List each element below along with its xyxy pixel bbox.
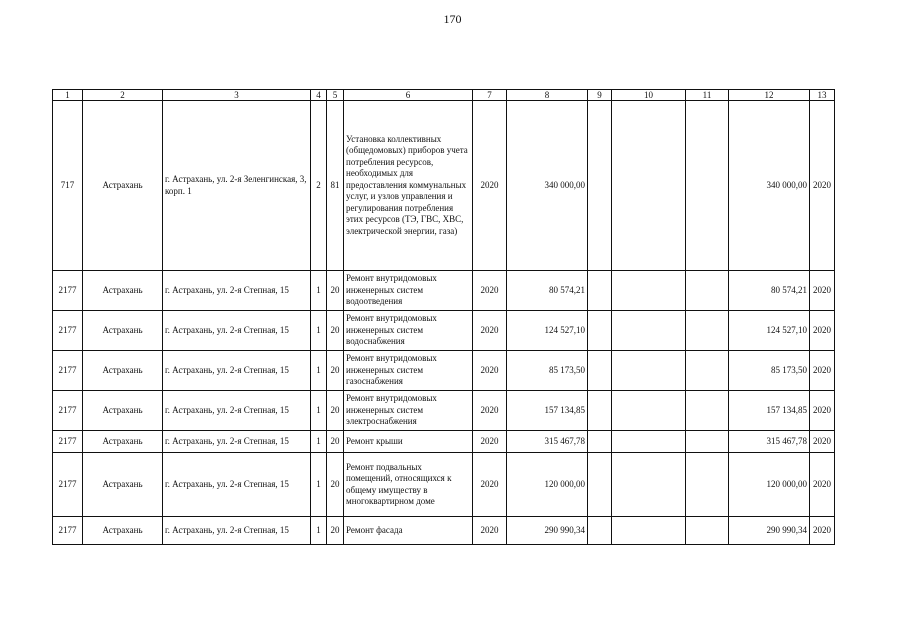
end-year-cell: 2020 xyxy=(810,517,835,545)
year-cell: 2020 xyxy=(473,351,507,391)
col10-cell xyxy=(612,271,686,311)
col-header-3: 3 xyxy=(163,90,311,101)
work-type-cell: Ремонт подвальных помещений, относящихся к общему имуществу в многоквартирном доме xyxy=(344,453,473,517)
col4-cell: 1 xyxy=(311,311,327,351)
col4-cell: 1 xyxy=(311,391,327,431)
city-cell: Астрахань xyxy=(83,101,163,271)
col10-cell xyxy=(612,453,686,517)
col5-cell: 20 xyxy=(327,391,344,431)
end-year-cell: 2020 xyxy=(810,101,835,271)
col-header-2: 2 xyxy=(83,90,163,101)
total-cost-cell: 120 000,00 xyxy=(729,453,810,517)
cost-cell: 157 134,85 xyxy=(507,391,588,431)
total-cost-cell: 340 000,00 xyxy=(729,101,810,271)
col-header-8: 8 xyxy=(507,90,588,101)
address-cell: г. Астрахань, ул. 2-я Степная, 15 xyxy=(163,453,311,517)
col-header-7: 7 xyxy=(473,90,507,101)
year-cell: 2020 xyxy=(473,311,507,351)
header-row xyxy=(53,90,835,101)
col5-cell: 20 xyxy=(327,351,344,391)
table-row xyxy=(53,517,835,545)
cost-cell: 340 000,00 xyxy=(507,101,588,271)
col-header-4: 4 xyxy=(311,90,327,101)
city-cell: Астрахань xyxy=(83,453,163,517)
col11-cell xyxy=(686,351,729,391)
row-number-cell: 2177 xyxy=(53,351,83,391)
cost-cell: 315 467,78 xyxy=(507,431,588,453)
col11-cell xyxy=(686,311,729,351)
col10-cell xyxy=(612,101,686,271)
col5-cell: 20 xyxy=(327,517,344,545)
address-cell: г. Астрахань, ул. 2-я Зеленгинская, 3, корп. 1 xyxy=(163,101,311,271)
year-cell: 2020 xyxy=(473,391,507,431)
total-cost-cell: 157 134,85 xyxy=(729,391,810,431)
total-cost-cell: 290 990,34 xyxy=(729,517,810,545)
work-type-cell: Ремонт внутридомовых инженерных систем водоотведения xyxy=(344,271,473,311)
end-year-cell: 2020 xyxy=(810,311,835,351)
table-row xyxy=(53,271,835,311)
work-type-cell: Установка коллективных (общедомовых) приборов учета потребления ресурсов, необходимых для предоставления коммунальных услуг, и узлов управления и регулирования потребления этих ресурсов (ТЭ, ГВС, ХВС, электрической энергии, газа) xyxy=(344,101,473,271)
row-number-cell: 2177 xyxy=(53,517,83,545)
col9-cell xyxy=(588,271,612,311)
col11-cell xyxy=(686,101,729,271)
col5-cell: 20 xyxy=(327,453,344,517)
table-row xyxy=(53,453,835,517)
col9-cell xyxy=(588,351,612,391)
col10-cell xyxy=(612,311,686,351)
end-year-cell: 2020 xyxy=(810,271,835,311)
row-number-cell: 2177 xyxy=(53,311,83,351)
col-header-9: 9 xyxy=(588,90,612,101)
table-row xyxy=(53,351,835,391)
cost-cell: 120 000,00 xyxy=(507,453,588,517)
year-cell: 2020 xyxy=(473,517,507,545)
col10-cell xyxy=(612,351,686,391)
year-cell: 2020 xyxy=(473,453,507,517)
end-year-cell: 2020 xyxy=(810,453,835,517)
city-cell: Астрахань xyxy=(83,431,163,453)
col4-cell: 1 xyxy=(311,431,327,453)
table-row xyxy=(53,431,835,453)
address-cell: г. Астрахань, ул. 2-я Степная, 15 xyxy=(163,517,311,545)
row-number-cell: 2177 xyxy=(53,391,83,431)
end-year-cell: 2020 xyxy=(810,391,835,431)
total-cost-cell: 124 527,10 xyxy=(729,311,810,351)
address-cell: г. Астрахань, ул. 2-я Степная, 15 xyxy=(163,271,311,311)
col4-cell: 2 xyxy=(311,101,327,271)
col11-cell xyxy=(686,431,729,453)
col9-cell xyxy=(588,453,612,517)
col11-cell xyxy=(686,271,729,311)
city-cell: Астрахань xyxy=(83,311,163,351)
row-number-cell: 2177 xyxy=(53,271,83,311)
work-type-cell: Ремонт внутридомовых инженерных систем водоснабжения xyxy=(344,311,473,351)
cost-cell: 290 990,34 xyxy=(507,517,588,545)
cost-cell: 80 574,21 xyxy=(507,271,588,311)
col5-cell: 20 xyxy=(327,311,344,351)
col-header-1: 1 xyxy=(53,90,83,101)
cost-cell: 85 173,50 xyxy=(507,351,588,391)
col9-cell xyxy=(588,431,612,453)
col10-cell xyxy=(612,517,686,545)
col9-cell xyxy=(588,311,612,351)
total-cost-cell: 315 467,78 xyxy=(729,431,810,453)
register-table xyxy=(52,89,835,545)
col11-cell xyxy=(686,517,729,545)
address-cell: г. Астрахань, ул. 2-я Степная, 15 xyxy=(163,351,311,391)
table-row xyxy=(53,391,835,431)
city-cell: Астрахань xyxy=(83,271,163,311)
col4-cell: 1 xyxy=(311,271,327,311)
year-cell: 2020 xyxy=(473,101,507,271)
col11-cell xyxy=(686,391,729,431)
row-number-cell: 2177 xyxy=(53,453,83,517)
col4-cell: 1 xyxy=(311,351,327,391)
cost-cell: 124 527,10 xyxy=(507,311,588,351)
col4-cell: 1 xyxy=(311,453,327,517)
row-number-cell: 717 xyxy=(53,101,83,271)
address-cell: г. Астрахань, ул. 2-я Степная, 15 xyxy=(163,391,311,431)
col9-cell xyxy=(588,391,612,431)
row-number-cell: 2177 xyxy=(53,431,83,453)
col-header-12: 12 xyxy=(729,90,810,101)
city-cell: Астрахань xyxy=(83,517,163,545)
address-cell: г. Астрахань, ул. 2-я Степная, 15 xyxy=(163,431,311,453)
col-header-13: 13 xyxy=(810,90,835,101)
total-cost-cell: 85 173,50 xyxy=(729,351,810,391)
col9-cell xyxy=(588,101,612,271)
work-type-cell: Ремонт крыши xyxy=(344,431,473,453)
table-row xyxy=(53,101,835,271)
city-cell: Астрахань xyxy=(83,351,163,391)
total-cost-cell: 80 574,21 xyxy=(729,271,810,311)
work-type-cell: Ремонт внутридомовых инженерных систем электроснабжения xyxy=(344,391,473,431)
work-type-cell: Ремонт внутридомовых инженерных систем газоснабжения xyxy=(344,351,473,391)
end-year-cell: 2020 xyxy=(810,431,835,453)
page-number: 170 xyxy=(443,12,462,26)
col4-cell: 1 xyxy=(311,517,327,545)
col10-cell xyxy=(612,391,686,431)
table-row xyxy=(53,311,835,351)
col9-cell xyxy=(588,517,612,545)
year-cell: 2020 xyxy=(473,271,507,311)
address-cell: г. Астрахань, ул. 2-я Степная, 15 xyxy=(163,311,311,351)
col5-cell: 20 xyxy=(327,431,344,453)
col5-cell: 20 xyxy=(327,271,344,311)
col-header-6: 6 xyxy=(344,90,473,101)
col5-cell: 81 xyxy=(327,101,344,271)
col-header-10: 10 xyxy=(612,90,686,101)
col-header-11: 11 xyxy=(686,90,729,101)
col-header-5: 5 xyxy=(327,90,344,101)
col10-cell xyxy=(612,431,686,453)
col11-cell xyxy=(686,453,729,517)
city-cell: Астрахань xyxy=(83,391,163,431)
year-cell: 2020 xyxy=(473,431,507,453)
end-year-cell: 2020 xyxy=(810,351,835,391)
work-type-cell: Ремонт фасада xyxy=(344,517,473,545)
